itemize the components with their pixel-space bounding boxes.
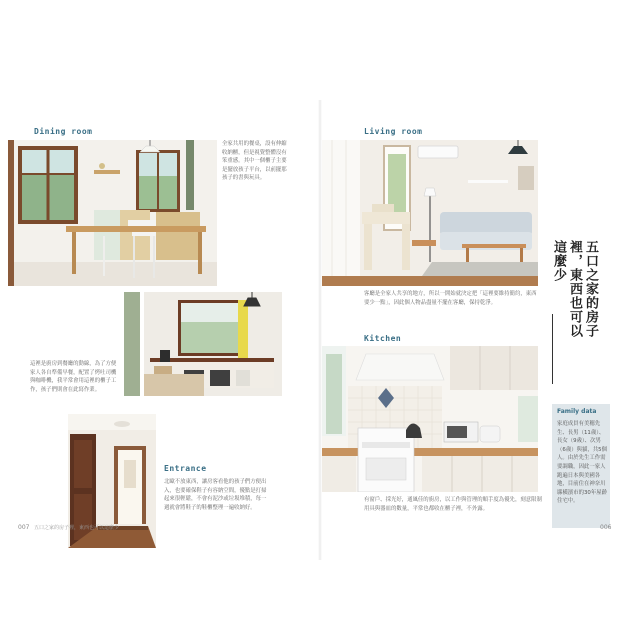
- left-page-number: 007: [18, 524, 30, 531]
- family-data-text: 家庭成員有美穗先生、長男（11歲）、長女（9歲）、次男（6歲）與貓，共5個人。由於先生工作需要調職，因此一家人跑遍日本與美國各地，目前住在神奈川縣橫濱市的30年屋齡住宅中。: [557, 421, 607, 505]
- entrance-caption: 北歐不放東西，讓房客看他的孩子們方便出入，也要確保鞋子有容納空間，優點是打掃起來很輕鬆，不會有泥沙或垃圾堆積，每一週就會將鞋子的鞋櫃整理一遍收納好。: [164, 479, 267, 511]
- dining-room-caption: 全家共用的餐桌，設有伸縮收納櫃，但是視覺整體沒有笨重感。其中一個櫃子主要是擺放孩子平台，以前擺那孩子的書與玩具。: [222, 141, 287, 182]
- kitchen-counter-photo: [124, 292, 282, 396]
- entrance-title: Entrance: [164, 464, 207, 473]
- dining-room-photo: [8, 140, 217, 286]
- family-data-box: [552, 404, 610, 528]
- family-data-title: Family data: [557, 408, 597, 415]
- kitchen-caption: 有窗戶、採光好，通風佳的廚房，以工作與管理的順手度為優先，刻意限制用具與器皿的數量，平常也都收在櫃子裡，不外露。: [364, 497, 542, 512]
- living-room-caption: 客廳是全家人共享的地方，所以一開始就決定把「這裡要維持簡約，東西要少一點」，因此個人物品盡量不擺在客廳，保持乾淨。: [364, 291, 537, 306]
- kitchen-photo: [322, 346, 538, 492]
- kitchen-title: Kitchen: [364, 334, 402, 343]
- vertical-chapter-title: 五口之家的房子裡，東西也可以這麼少: [551, 240, 598, 338]
- left-page-footer: 五口之家的房子裡，東西也可以這麼少: [34, 525, 120, 531]
- kitchen-counter-caption: 這裡是廚房到餐廳的動線，為了方便家人各自準備早餐，配置了烤吐司機與咖啡機，我平常會用這裡的櫃子工作，孩子們則會在此寫作業。: [30, 361, 117, 393]
- right-page-number: 006: [600, 524, 612, 531]
- living-room-title: Living room: [364, 127, 423, 136]
- dining-room-title: Dining room: [34, 127, 93, 136]
- vertical-rule: [552, 314, 553, 384]
- living-room-photo: [322, 140, 538, 286]
